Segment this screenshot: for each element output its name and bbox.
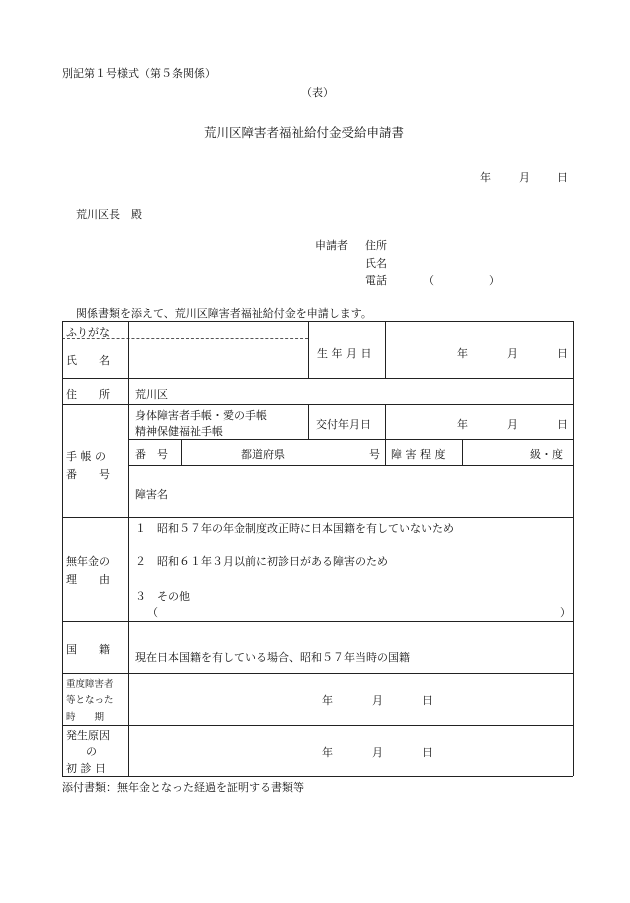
severe-label-2: 等となった [66, 695, 114, 706]
intro-text: 関係書類を添えて、荒川区障害者福祉給付金を申請します。 [76, 307, 372, 320]
reason-label-1: 無年金の [66, 555, 110, 568]
severe-label-3: 時 期 [66, 712, 105, 723]
number-label: 番 号 [135, 448, 168, 461]
onset-year: 年 [322, 746, 333, 759]
address-label: 住 所 [66, 388, 110, 401]
issue-day: 日 [557, 418, 568, 431]
birth-day: 日 [557, 347, 568, 360]
severe-label-1: 重度障害者 [66, 679, 114, 690]
phone-close-paren: ） [489, 274, 500, 287]
birth-date-label: 生 年 月 日 [317, 347, 372, 360]
issue-month: 月 [507, 418, 518, 431]
phone-open-paren: （ [423, 274, 434, 287]
applicant-phone-label: 電話 [365, 274, 387, 287]
birth-year: 年 [457, 347, 468, 360]
applicant-name-label: 氏名 [365, 257, 387, 270]
addressee: 荒川区長 殿 [76, 208, 142, 221]
onset-label-3: 初 診 日 [66, 762, 106, 775]
date-day: 日 [557, 171, 568, 184]
severe-year: 年 [322, 694, 333, 707]
severe-day: 日 [422, 694, 433, 707]
onset-label-2: の [86, 745, 97, 758]
severe-month: 月 [372, 694, 383, 707]
handbook-type-1: 身体障害者手帳・愛の手帳 [135, 409, 267, 422]
nationality-note: 現在日本国籍を有している場合、昭和５７年当時の国籍 [135, 651, 410, 664]
nationality-label: 国 籍 [66, 643, 110, 656]
number-suffix: 号 [369, 448, 380, 461]
handbook-label-2: 番 号 [66, 468, 110, 481]
prefecture-label: 都道府県 [241, 448, 285, 461]
disability-name-label: 障害名 [135, 488, 168, 501]
page-title: 荒川区障害者福祉給付金受給申請書 [204, 125, 405, 140]
form-number: 別記第１号様式（第５条関係） [62, 67, 216, 80]
date-month: 月 [519, 171, 530, 184]
furigana-label: ふりがな [66, 326, 110, 339]
onset-label-1: 発生原因 [66, 729, 110, 742]
date-year: 年 [480, 171, 491, 184]
reason-option-1: １ 昭和５７年の年金制度改正時に日本国籍を有していないため [135, 522, 454, 535]
reason-open-paren: （ [147, 606, 158, 619]
issue-date-label: 交付年月日 [316, 418, 371, 431]
applicant-address-label: 住所 [365, 239, 387, 252]
applicant-label: 申請者 [315, 239, 348, 252]
onset-month: 月 [372, 746, 383, 759]
reason-label-2: 理 由 [66, 573, 110, 586]
issue-year: 年 [457, 418, 468, 431]
name-label: 氏 名 [66, 354, 110, 367]
degree-unit: 級・度 [530, 448, 563, 461]
handbook-type-2: 精神保健福祉手帳 [135, 425, 223, 438]
reason-option-3: ３ その他 [135, 590, 190, 603]
birth-month: 月 [507, 347, 518, 360]
form-side-label: （表） [301, 86, 334, 99]
attachments-note: 添付書類：無年金となった経過を証明する書類等 [62, 781, 304, 794]
degree-label: 障 害 程 度 [391, 448, 446, 461]
reason-option-2: ２ 昭和６１年３月以前に初診日がある障害のため [135, 555, 388, 568]
handbook-label-1: 手 帳 の [66, 450, 106, 463]
onset-day: 日 [422, 746, 433, 759]
address-value: 荒川区 [135, 388, 168, 401]
reason-close-paren: ） [560, 606, 571, 619]
